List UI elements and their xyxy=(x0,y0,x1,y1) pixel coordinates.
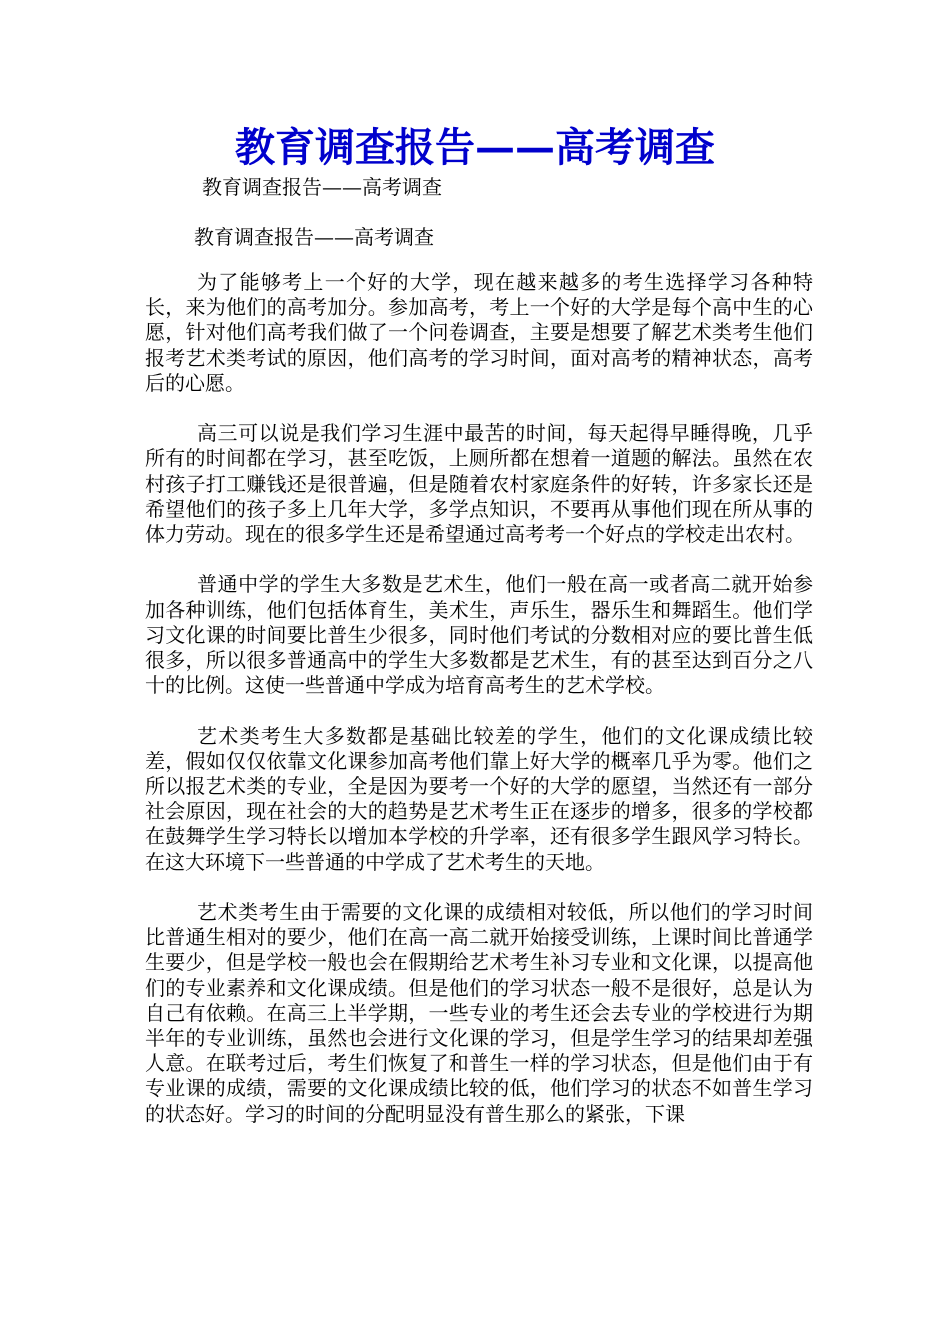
paragraph-4: 艺术类考生大多数都是基础比较差的学生，他们的文化课成绩比较差，假如仅仅依靠文化课参加高考他们靠上好大学的概率几乎为零。他们之所以报艺术类的专业，全是因为要考一个好的大学的愿望，当然还有一部分社会原因，现在社会的大的趋势是艺术考生正在逐步的增多，很多的学校都在鼓舞学生学习特长以增加本学校的升学率，还有很多学生跟风学习特长。在这大环境下一些普通的中学成了艺术考生的天地。 xyxy=(145,723,813,874)
paragraph-3: 普通中学的学生大多数是艺术生，他们一般在高一或者高二就开始参加各种训练，他们包括体育生，美术生，声乐生，器乐生和舞蹈生。他们学习文化课的时间要比普生少很多，同时他们考试的分数相对应的要比普生低很多，所以很多普通高中的学生大多数都是艺术生，有的甚至达到百分之八十的比例。这使一些普通中学成为培育高考生的艺术学校。 xyxy=(145,572,813,698)
paragraph-1: 为了能够考上一个好的大学，现在越来越多的考生选择学习各种特长，来为他们的高考加分。参加高考，考上一个好的大学是每个高中生的心愿，针对他们高考我们做了一个问卷调查，主要是想要了解艺术类考生他们报考艺术类考试的原因，他们高考的学习时间，面对高考的精神状态，高考后的心愿。 xyxy=(145,270,813,395)
paragraph-2: 高三可以说是我们学习生涯中最苦的时间，每天起得早睡得晚，几乎所有的时间都在学习，甚至吃饭，上厕所都在想着一道题的解法。虽然在农村孩子打工赚钱还是很普遍，但是随着农村家庭条件的好转，许多家长还是希望他们的孩子多上几年大学，多学点知识，不要再从事他们现在所从事的体力劳动。现在的很多学生还是希望通过高考考一个好点的学校走出农村。 xyxy=(145,421,813,547)
paragraph-5: 艺术类考生由于需要的文化课的成绩相对较低，所以他们的学习时间比普通生相对的要少，他们在高一高二就开始接受训练，上课时间比普通学生要少，但是学校一般也会在假期给艺术考生补习专业和文化课，以提高他们的专业素养和文化课成绩。但是他们的学习状态一般不是很好，总是认为自己有依赖。在高三上半学期，一些专业的考生还会去专业的学校进行为期半年的专业训练，虽然也会进行文化课的学习，但是学生学习的结果却差强人意。在联考过后，考生们恢复了和普生一样的学习状态，但是他们由于有专业课的成绩，需要的文化课成绩比较的低，他们学习的状态不如普生学习的状态好。学习的时间的分配明显没有普生那么的紧张，下课 xyxy=(145,900,813,1126)
document-subtitle-repeat: 教育调查报告——高考调查 xyxy=(194,225,434,249)
document-title: 教育调查报告——高考调查 xyxy=(235,124,715,171)
document-body xyxy=(145,270,813,1152)
document-subtitle: 教育调查报告——高考调查 xyxy=(202,175,442,199)
